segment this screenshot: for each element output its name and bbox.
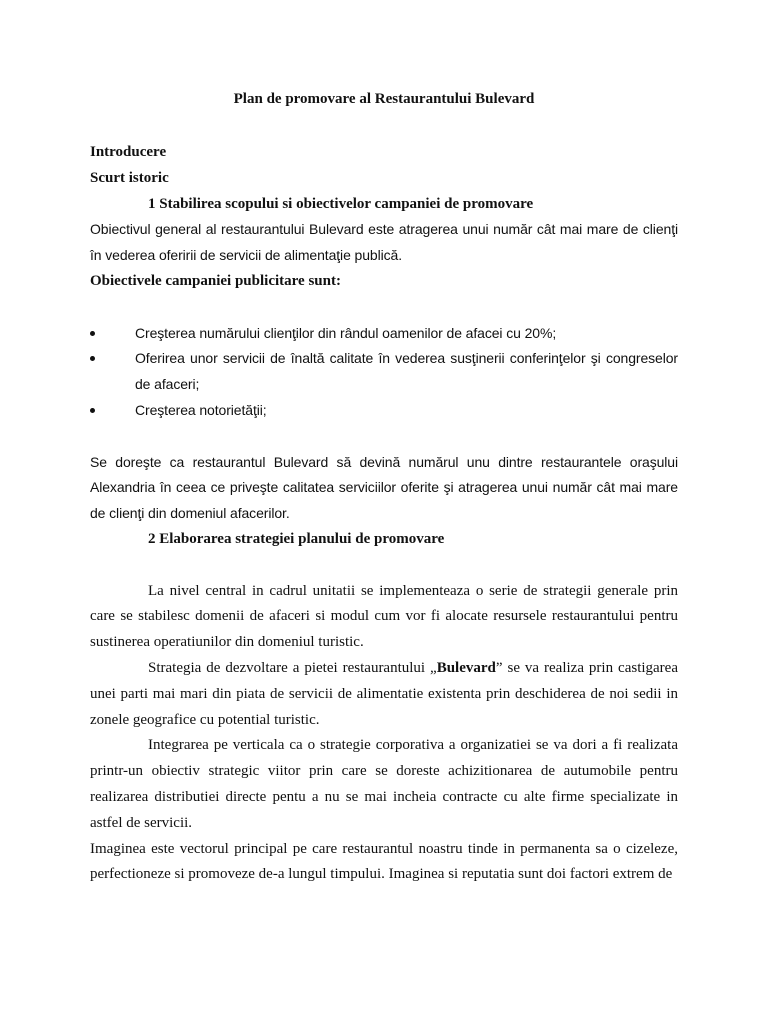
bullet-icon: [90, 398, 135, 424]
paragraph-image: Imaginea este vectorul principal pe care restaurantul noastru tinde in permanenta sa o cizeleze, perfectioneze si promoveze de-a lungul timpului. Imaginea si reputatia sunt doi factori extrem de: [90, 840, 678, 883]
bullet-icon: [90, 346, 135, 372]
heading-scurt-istoric: Scurt istoric: [90, 169, 169, 186]
spacer: [90, 553, 678, 579]
list-item: [90, 398, 678, 424]
objectives-list: [90, 321, 678, 424]
section-1-heading: 1 Stabilirea scopului si obiectivelor campaniei de promovare: [148, 195, 534, 212]
paragraph-vertical-integration: Integrarea pe verticala ca o strategie corporativa a organizatiei se va dori a fi realizata printr-un obiectiv strategic viitor prin care se doreste achizitionarea de autumobile pentru realizarea distributiei directe pentu a nu se mai incheia contracte cu alte firme specializate in astfel de servicii.: [90, 737, 678, 831]
spacer: [90, 424, 678, 450]
strategy-text-start: Strategia de dezvoltare a pietei restaurantului „: [148, 659, 437, 676]
objectives-heading: Obiectivele campaniei publicitare sunt:: [90, 272, 341, 289]
list-item-text: Creşterea notorietăţii;: [135, 401, 267, 418]
spacer: [90, 295, 678, 321]
section-1-paragraph: Obiectivul general al restaurantului Bulevard este atragerea unui număr cât mai mare de clienţi în vederea oferirii de servicii de alimentaţie publică.: [90, 221, 678, 264]
list-item: [90, 321, 678, 347]
document-title: Plan de promovare al Restaurantului Bulevard: [233, 91, 535, 107]
section-2-heading: 2 Elaborarea strategiei planului de promovare: [148, 530, 445, 547]
list-item-text: Oferirea unor servicii de înaltă calitate în vederea susţinerii conferinţelor şi congreselor de afaceri;: [135, 350, 678, 393]
restaurant-name-bold: Bulevard: [436, 659, 496, 676]
paragraph-market-strategy: [90, 656, 678, 733]
list-item-text: Creşterea numărului clienţilor din rândul oamenilor de afacei cu 20%;: [135, 324, 557, 341]
bullet-icon: [90, 321, 135, 347]
list-item: [90, 346, 678, 398]
paragraph-central-strategies: La nivel central in cadrul unitatii se implementeaza o serie de strategii generale prin care se stabilesc domenii de afaceri si modul cum vor fi alocate resursele restaurantului pentru sustinerea operatiunilor din domeniul turistic.: [90, 582, 678, 651]
heading-introducere: Introducere: [90, 144, 167, 160]
goal-paragraph: Se doreşte ca restaurantul Bulevard să devină numărul unu dintre restaurantele oraşului Alexandria în ceea ce priveşte calitatea serviciilor oferite şi atragerea unui număr cât mai mare de clienţi din domeniul afacerilor.: [90, 453, 678, 522]
strategy-text-end: ” se va realiza prin castigarea unei parti mai mari din piata de servicii de alimentatie existenta prin deschiderea de noi sedii in zonele geografice cu potential turistic.: [90, 659, 678, 728]
document-body: [90, 140, 678, 888]
